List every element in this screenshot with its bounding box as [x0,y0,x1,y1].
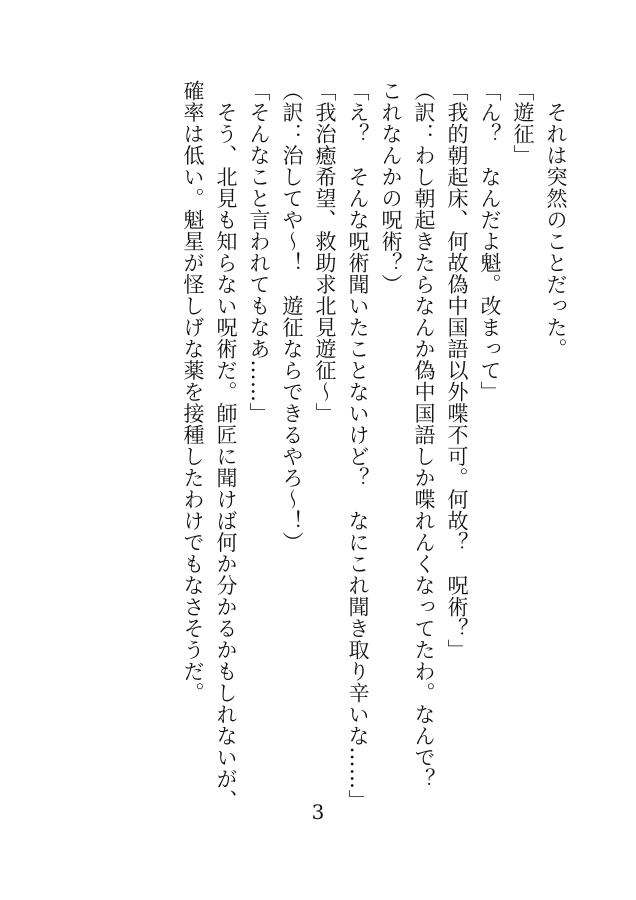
text-line: 確率は低い。魁星が怪しげな薬を接種したわけでもなさそうだ。 [181,80,205,704]
text-line: （訳：治してや～！ 遊征ならできるやろ～！） [280,80,304,553]
text-line: 「遊征」 [511,80,535,166]
page-number: 3 [311,800,325,824]
text-line: それは突然のことだった。 [544,80,568,360]
text-line: これなんかの呪術？） [379,80,403,295]
text-line: 「我的朝起床、何故偽中国語以外喋不可。何故？ 呪術？」 [445,80,469,661]
text-line: （訳：わし朝起きたらなんか偽中国語しか喋れんくなってたわ。なんで？ [412,80,436,790]
vertical-text-body [52,80,572,811]
text-line: 「ん？ なんだよ魁。改まって」 [478,80,502,403]
text-line: 「そんなこと言われてもなあ……」 [247,80,271,424]
text-line: そう、北見も知らない呪術だ。師匠に聞けば何か分かるかもしれないが、 [214,80,238,811]
text-line: 「え？ そんな呪術聞いたことないけど？ なにこれ聞き取り辛いな……」 [346,80,370,811]
text-line: 「我治癒希望、救助求北見遊征～」 [313,80,337,424]
